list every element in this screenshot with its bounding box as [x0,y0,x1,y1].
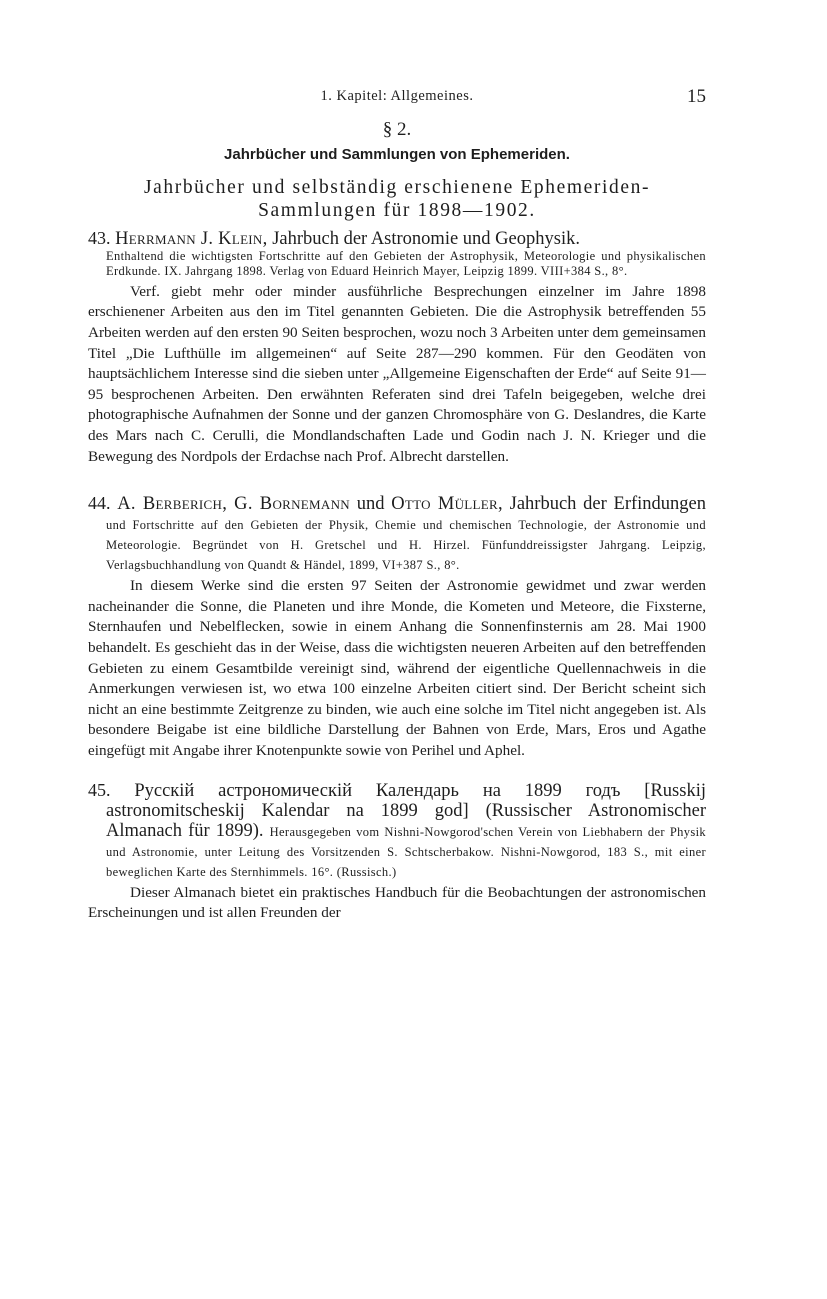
running-head [88,88,706,112]
section-mark: § 2. [382,119,412,140]
entry-43 [88,228,706,467]
page [88,88,706,924]
entry-title: Русскій астрономическій Календарь на 1899 годъ [Russkij astronomitscheskij Kalendar na 1899 god] (Russischer Astronomischer Almanach für 1899). [106,780,706,841]
entry-connector: und [349,494,392,515]
section-title: Jahrbücher und Sammlungen von Ephemeriden. [224,146,570,163]
entry-44 [88,493,706,761]
entry-author: A. Berberich, G. Bornemann [117,494,350,515]
entry-number: 43. [88,228,111,248]
entry-title: Jahrbuch der Erfindungen [502,494,707,515]
entry-author: Herrmann J. Klein, [115,229,268,249]
page-number: 15 [687,86,706,107]
sub-heading-line-2: Sammlungen für 1898—1902. [258,200,536,221]
entry-header [88,228,706,249]
sub-heading [88,176,706,222]
paragraph: Verf. giebt mehr oder minder ausführliche Besprechungen einzelner im Jahre 1898 erschienener Arbeiten aus den im Titel genannten Gebieten. Die die Astrophysik betreffenden 55 Arbeiten werden auf den ersten 90 Seiten besprochen, wozu noch 3 Arbeiten unter dem gemeinsamen Titel „Die Lufthülle im allgemeinen“ auf Seite 287—290 kommen. Für den Geodäten von hauptsächlichem Interesse sind die sieben unter „Allgemeine Eigenschaften der Erde“ auf Seite 91—95 besprochenen Arbeiten. Den erwähnten Referaten sind drei Tafeln beigegeben, welche drei photographische Aufnahmen der Sonne und der ganzen Chromosphäre von G. Deslandres, die Karte des Mars nach C. Cerulli, die Mondlandschaften Lade und Godin nach J. N. Krieger und die Bewegung des Nordpols der Erdachse nach Prof. Albrecht darstellen. [88,282,706,465]
entry-header [88,493,706,574]
entry-body [88,576,706,761]
entry-number: 45. [88,779,111,800]
paragraph: Dieser Almanach bietet ein praktisches Handbuch für die Beobachtungen der astronomischen Erscheinungen und ist allen Freunden der [88,883,706,922]
entry-body [88,883,706,924]
entry-header [88,780,706,881]
entry-45 [88,780,706,924]
entry-body [88,282,706,467]
paragraph: In diesem Werke sind die ersten 97 Seiten der Astronomie gewidmet und zwar werden nacheinander die Sonne, die Planeten und ihre Monde, die Kometen und Meteore, die Fixsterne, Sternhaufen und Nebelflecken, sowie in einem Anhang die Sonnenfinsternis am 28. Mai 1900 behandelt. Es geschieht das in der Weise, dass die wichtigsten neueren Arbeiten auf den betreffenden Gebieten zu einem Gesamtbilde vereinigt sind, während der eigentliche Quellennachweis in die Anmerkungen verwiesen ist, wo etwa 100 einzelne Arbeiten citiert sind. Der Bericht scheint sich nicht an eine bestimmte Zeitgrenze zu binden, wie auch eine solche im Titel nicht angegeben ist. Als besondere Beigabe ist eine bildliche Darstellung der Bahnen von Erde, Mars, Eros und Agathe eingefügt mit Angabe ihrer Knotenpunkte sowie von Perihel und Aphel. [88,577,706,759]
running-title: 1. Kapitel: Allgemeines. [320,88,474,104]
entry-number: 44. [88,493,111,514]
entry-author-2: Otto Müller, [391,494,503,515]
sub-heading-line-1: Jahrbücher und selbständig erschienene Ephemeriden- [143,177,651,198]
entry-title: Jahrbuch der Astronomie und Geophysik. [267,229,580,249]
entry-details: Enthaltend die wichtigsten Fortschritte auf den Gebieten der Astrophysik, Meteorologie und physikalischen Erdkunde. IX. Jahrgang 1898. Verlag von Eduard Heinrich Mayer, Leipzig 1899. VIII+384 S., 8°. [106,249,706,279]
entry-details: und Fortschritte auf den Gebieten der Physik, Chemie und chemischen Technologie, der Astronomie und Meteorologie. Begründet von H. Gretschel und H. Hirzel. Fünfunddreissigster Jahrgang. Leipzig, Verlagsbuchhandlung von Quandt & Händel, 1899, VI+387 S., 8°. [106,518,706,573]
entry-details: Herausgegeben vom Nishni-Nowgorod'schen Verein von Liebhabern der Physik und Astronomie, unter Leitung des Vorsitzenden S. Schtscherbakow. Nishni-Nowgorod, 183 S., mit einer beweglichen Karte des Sternhimmels. 16°. (Russisch.) [106,824,706,879]
